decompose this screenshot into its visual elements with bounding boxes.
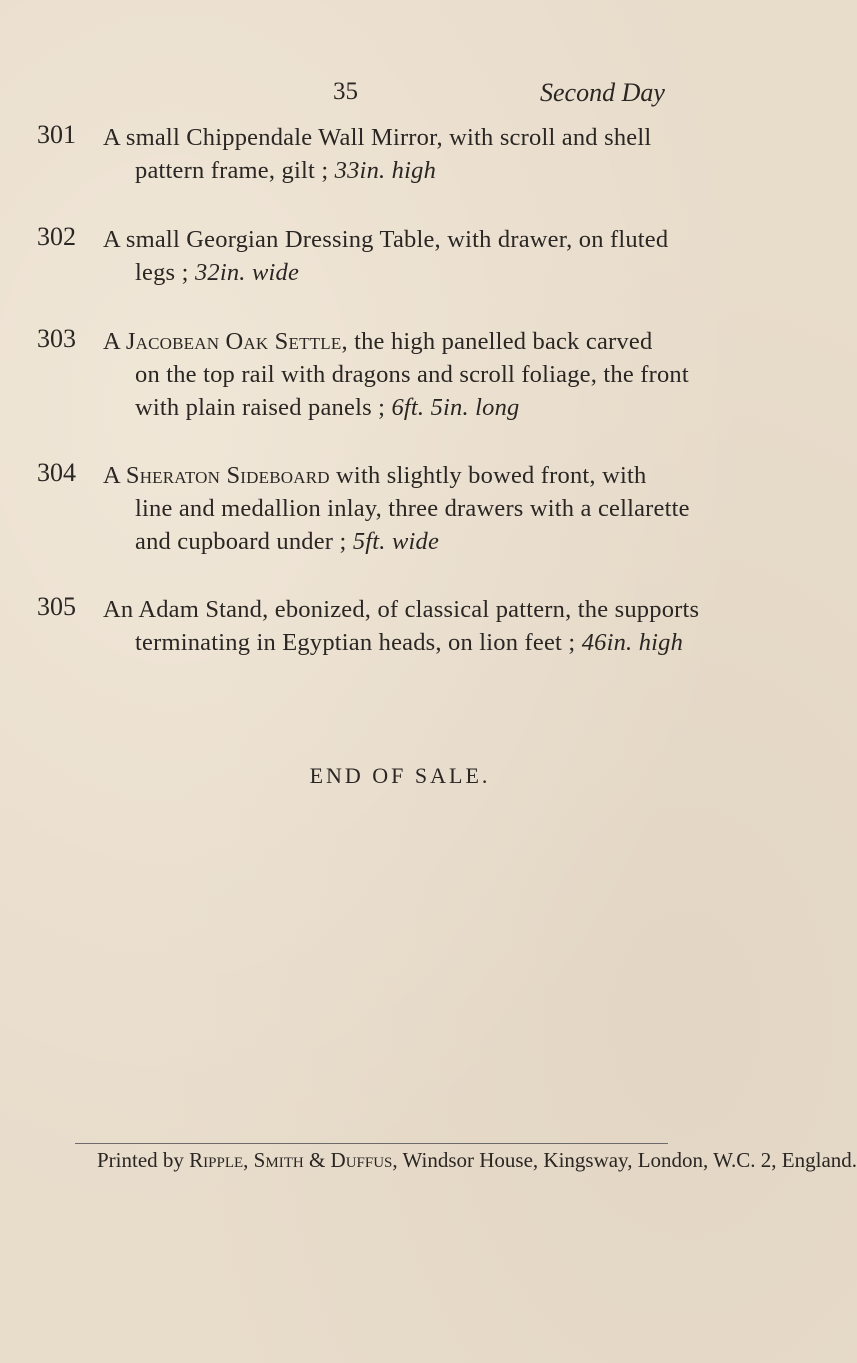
lot-line-text: , the high panelled back carved — [341, 328, 653, 355]
lot-description — [103, 459, 773, 558]
lot-article: A — [103, 462, 126, 489]
lot-line — [103, 325, 773, 358]
lot-description — [103, 223, 773, 289]
printer-prefix: Printed by — [97, 1148, 190, 1172]
printer-imprint — [97, 1148, 857, 1173]
lot-number: 305 — [37, 592, 76, 621]
lot-dimension: 32in. wide — [194, 259, 300, 286]
lot-line — [103, 256, 773, 289]
lot-dimension: 46in. high — [581, 629, 684, 656]
lot-title: Jacobean Oak Settle — [125, 328, 342, 355]
lot-line — [103, 525, 773, 558]
lot-description — [103, 593, 773, 659]
lot-line — [103, 626, 773, 659]
lot-dimension: 33in. high — [334, 157, 437, 184]
lot-line-text: and cupboard under ; — [135, 528, 353, 555]
page-number: 35 — [333, 78, 358, 105]
printer-address: , Windsor House, Kingsway, London, W.C. 2, England. — [392, 1148, 857, 1172]
lot-line: A small Chippendale Wall Mirror, with scroll and shell — [103, 124, 652, 151]
lot-line — [103, 459, 773, 492]
lot-line-text: legs ; — [135, 259, 195, 286]
lot-title: Sheraton Sideboard — [125, 462, 330, 489]
lot-line-text: with slightly bowed front, with — [329, 462, 647, 489]
lot-number: 304 — [37, 458, 76, 487]
lot-line: An Adam Stand, ebonized, of classical pattern, the supports — [103, 596, 700, 623]
lot-description — [103, 325, 773, 424]
lot-line-text: with plain raised panels ; — [135, 394, 392, 421]
end-of-sale: END OF SALE. — [309, 763, 491, 788]
lot-number: 303 — [37, 324, 76, 353]
lot-description — [103, 121, 773, 187]
lot-line-text: terminating in Egyptian heads, on lion feet ; — [135, 629, 582, 656]
lot-dimension: 5ft. wide — [352, 528, 440, 555]
lot-number: 301 — [37, 120, 76, 149]
printer-names: Ripple, Smith & Duffus — [189, 1148, 393, 1172]
page-header — [0, 78, 800, 118]
lot-number: 302 — [37, 222, 76, 251]
footer-divider — [75, 1143, 668, 1144]
lot-article: A — [103, 328, 126, 355]
lot-line — [103, 154, 773, 187]
lot-line: A small Georgian Dressing Table, with drawer, on fluted — [103, 226, 669, 253]
lot-dimension: 6ft. 5in. long — [391, 394, 520, 421]
lot-line: line and medallion inlay, three drawers with a cellarette — [135, 495, 690, 522]
lot-line — [103, 391, 773, 424]
lot-line: on the top rail with dragons and scroll foliage, the front — [135, 361, 689, 388]
day-heading: Second Day — [540, 78, 665, 107]
lot-line-text: pattern frame, gilt ; — [135, 157, 335, 184]
